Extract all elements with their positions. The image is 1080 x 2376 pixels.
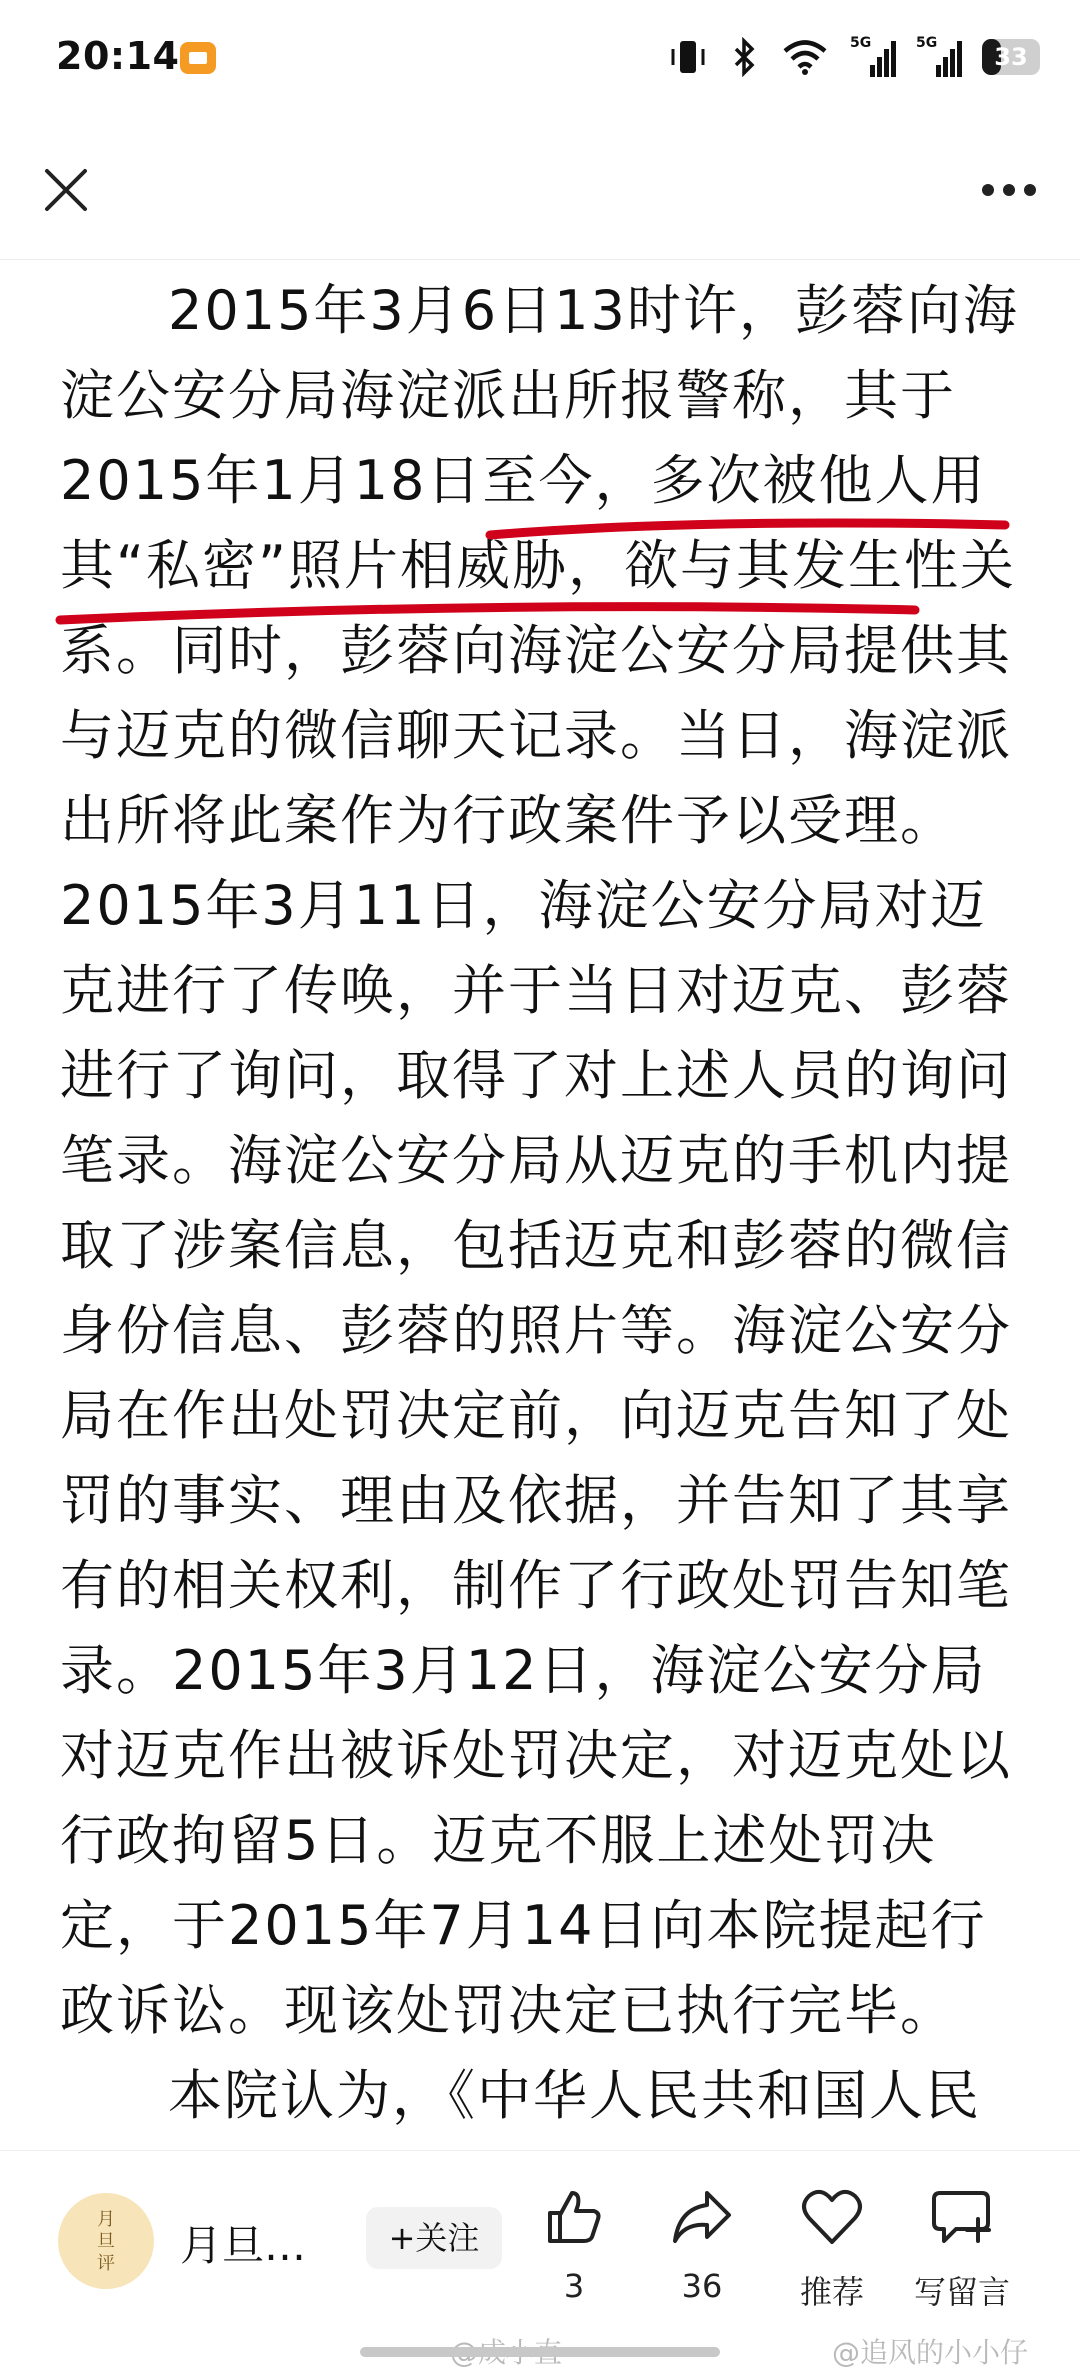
home-indicator[interactable] [360,2347,720,2357]
battery-icon [982,39,1040,75]
share-count: 36 [681,2267,723,2305]
signal-icon-sim1: 5G [850,37,894,77]
vibrate-icon [668,37,708,77]
comment-label: 写留言 [913,2273,1010,2311]
watermark-right: @追风的小小仔 [832,2336,1029,2369]
bottom-bar [0,2150,1080,2376]
top-nav [0,130,1080,260]
article-paragraph-1 [60,268,1020,2053]
article-body [60,268,1020,2223]
comment-button[interactable] [902,2181,1022,2313]
battery-level: 33 [994,43,1028,71]
author-avatar[interactable] [58,2193,154,2289]
comment-add-icon [930,2187,994,2247]
like-count: 3 [563,2267,585,2305]
like-button[interactable] [514,2181,634,2305]
recommend-label: 推荐 [799,2273,864,2311]
article-paragraph-2: 本院认为，《中华人民共和国人民 [168,2064,981,2127]
status-time: 20:14 [56,34,180,78]
signal-icon-sim2: 5G [916,37,960,77]
close-icon [43,167,89,213]
thumbs-up-icon [544,2187,604,2247]
bluetooth-icon [730,37,760,77]
follow-button[interactable]: +关注 [366,2207,502,2269]
heart-icon [801,2188,863,2246]
share-arrow-icon [671,2187,733,2247]
recommend-button[interactable] [772,2181,892,2313]
notification-app-icon [180,42,216,74]
avatar-text: 月旦评 [97,2209,115,2274]
wifi-icon [782,38,828,76]
more-button[interactable] [974,160,1044,220]
close-button[interactable] [36,160,96,220]
status-icons [668,36,1040,78]
paragraph-text-start: 2015年3月6日13时许，彭蓉向海淀公安分局海淀派出所报警称，其于2015年1月18日至今， [60,279,1019,512]
share-button[interactable] [642,2181,762,2305]
highlighted-sentence: 多次被他人用其“私密”照片相威胁，欲与其发生性关系。 [60,449,1016,682]
more-horizontal-icon [981,183,1037,197]
paragraph-text-rest: 同时，彭蓉向海淀公安分局提供其与迈克的微信聊天记录。当日，海淀派出所将此案作为行政案件予以受理。2015年3月11日，海淀公安分局对迈克进行了传唤，并于当日对迈克、彭蓉进行了询问，取得了对上述人员的询问笔录。海淀公安分局从迈克的手机内提取了涉案信息，包括迈克和彭蓉的微信身份信息、彭蓉的照片等。海淀公安分局在作出处罚决定前，向迈克告知了处罚的事实、理由及依据，并告知了其享有的相关权利，制作了行政处罚告知笔录。2015年3月12日，海淀公安分局对迈克作出被诉处罚决定，对迈克处以行政拘留5日。迈克不服上述处罚决定，于2015年7月14日向本院提起行政诉讼。现该处罚决定已执行完毕。 [60,619,1012,2042]
status-bar [0,0,1080,118]
author-name[interactable]: 月旦… [180,2221,307,2270]
